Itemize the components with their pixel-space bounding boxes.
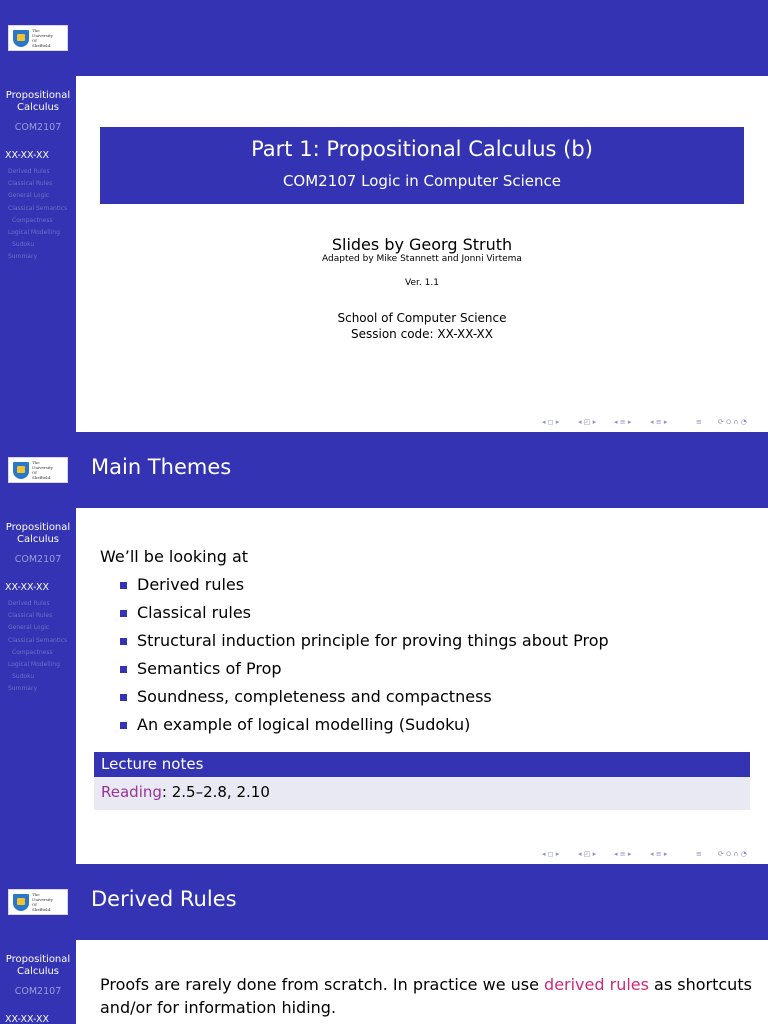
sidebar-course[interactable]: COM2107: [14, 554, 62, 565]
beamer-nav-controls: [542, 850, 762, 860]
bullet-square-icon: [120, 582, 127, 589]
sidebar-item-classical-semantics[interactable]: Classical Semantics: [8, 204, 68, 212]
crest-icon: [13, 462, 29, 479]
frame-nav-icon[interactable]: ◂ ◻ ▸: [542, 850, 560, 858]
sidebar: [0, 940, 76, 1024]
sidebar: [0, 76, 76, 432]
lecture-notes-block-body: [94, 777, 750, 810]
sidebar-title[interactable]: Propositional Calculus: [5, 90, 71, 113]
slide-main-themes: The University Of Sheffield. Main Themes Propositional Calculus COM2107 XX-XX-XX Derived Rules Classical Rules General Logic Classical Semantics Compactness Logical Modelling Sudoku Summary We’ll be looking at Derived rules Classical rules Structural induction principle for proving things about Prop Semantics of Prop Soundness, completeness and compactness An example of logical modelling (Sudoku) Lecture notes Reading: 2.5–2.8, 2.10 ◂ ◻ ▸ ◂ ◰ ▸ ◂ ≡ ▸ ◂ ≡ ▸ ≡ ⟳ ୦ ∩ ◔: [0, 432, 768, 864]
derived-rules-term: derived rules: [544, 975, 649, 994]
university-logo[interactable]: [8, 457, 68, 483]
header-bar: [0, 864, 768, 940]
sidebar-item-classical-semantics[interactable]: Classical Semantics: [8, 636, 68, 644]
sidebar-item-sudoku[interactable]: Sudoku: [12, 241, 35, 249]
bullet-square-icon: [120, 638, 127, 645]
sidebar-item-general-logic[interactable]: General Logic: [8, 192, 50, 200]
crest-icon: [13, 894, 29, 911]
bullet-square-icon: [120, 666, 127, 673]
reading-sections: : 2.5–2.8, 2.10: [161, 783, 270, 801]
sidebar-title[interactable]: Propositional Calculus: [5, 954, 71, 977]
version: Ver. 1.1: [405, 278, 439, 288]
body-paragraph-line-1: Proofs are rarely done from scratch. In practice we use derived rules as shortcuts: [100, 975, 752, 994]
sidebar-session[interactable]: XX-XX-XX: [5, 1014, 50, 1024]
sidebar-title[interactable]: Propositional Calculus: [5, 522, 71, 545]
header-bar: [0, 432, 768, 508]
sidebar-item-logical-modelling[interactable]: Logical Modelling: [8, 229, 60, 237]
logo-text: The University Of Sheffield.: [32, 460, 53, 480]
subsection-nav-icon[interactable]: ◂ ◰ ▸: [578, 418, 597, 426]
sidebar-course[interactable]: COM2107: [14, 122, 62, 133]
slide-derived-rules: [0, 864, 768, 1024]
sidebar-session[interactable]: XX-XX-XX: [5, 582, 50, 593]
align-icon[interactable]: ≡: [696, 418, 702, 426]
presentation-subtitle: COM2107 Logic in Computer Science: [282, 172, 562, 190]
frame-nav-icon[interactable]: ◂ ◻ ▸: [542, 418, 560, 426]
beamer-nav-controls: [542, 418, 762, 428]
title-block: [100, 127, 744, 204]
presentation-title: Part 1: Propositional Calculus (b): [251, 137, 593, 161]
lecture-notes-block-title: Lecture notes: [94, 752, 750, 777]
sidebar-session[interactable]: XX-XX-XX: [5, 150, 50, 161]
sidebar-item-classical-rules[interactable]: Classical Rules: [8, 612, 53, 620]
sidebar-item-sudoku[interactable]: Sudoku: [12, 673, 35, 681]
section-nav-icon[interactable]: ◂ ≡ ▸: [614, 850, 632, 858]
sidebar-item-summary[interactable]: Summary: [8, 253, 37, 261]
body-paragraph-line-2: and/or for information hiding.: [100, 998, 337, 1017]
logo-text: The University Of Sheffield.: [32, 28, 53, 48]
sidebar-item-classical-rules[interactable]: Classical Rules: [8, 180, 53, 188]
align-icon[interactable]: ≡: [696, 850, 702, 858]
search-zoom-icon[interactable]: ⟳ ୦ ∩ ◔: [718, 418, 747, 426]
crest-icon: [13, 30, 29, 47]
subsection-list-nav-icon[interactable]: ◂ ≡ ▸: [650, 850, 668, 858]
sidebar-item-general-logic[interactable]: General Logic: [8, 624, 50, 632]
sidebar-item-derived-rules[interactable]: Derived Rules: [8, 600, 50, 607]
institution: School of Computer Science: [337, 311, 507, 325]
sidebar-item-derived-rules[interactable]: Derived Rules: [8, 168, 50, 175]
sidebar-item-compactness[interactable]: Compactness: [12, 648, 53, 656]
sidebar-course[interactable]: COM2107: [14, 986, 62, 997]
university-logo[interactable]: [8, 889, 68, 915]
intro-text: We’ll be looking at: [100, 547, 249, 566]
subsection-nav-icon[interactable]: ◂ ◰ ▸: [578, 850, 597, 858]
adapted-by: Adapted by Mike Stannett and Jonni Virtema: [322, 254, 522, 264]
search-zoom-icon[interactable]: ⟳ ୦ ∩ ◔: [718, 850, 747, 858]
session-code: Session code: XX-XX-XX: [351, 327, 493, 341]
frame-title: Main Themes: [91, 455, 232, 479]
sidebar-nav: [0, 166, 76, 264]
sidebar: [0, 508, 76, 864]
header-bar: [0, 0, 768, 76]
sidebar-item-compactness[interactable]: Compactness: [12, 216, 53, 224]
bullet-square-icon: [120, 694, 127, 701]
sidebar-item-summary[interactable]: Summary: [8, 685, 37, 693]
frame-title: Derived Rules: [91, 887, 237, 911]
bullet-square-icon: [120, 610, 127, 617]
author: Slides by Georg Struth: [331, 235, 513, 254]
university-logo[interactable]: [8, 25, 68, 51]
slide-title: [0, 0, 768, 432]
section-nav-icon[interactable]: ◂ ≡ ▸: [614, 418, 632, 426]
bullet-square-icon: [120, 722, 127, 729]
sidebar-item-logical-modelling[interactable]: Logical Modelling: [8, 661, 60, 669]
logo-text: The University Of Sheffield.: [32, 892, 53, 912]
reading-link[interactable]: Reading: [101, 783, 162, 801]
sidebar-nav: [0, 598, 76, 696]
subsection-list-nav-icon[interactable]: ◂ ≡ ▸: [650, 418, 668, 426]
